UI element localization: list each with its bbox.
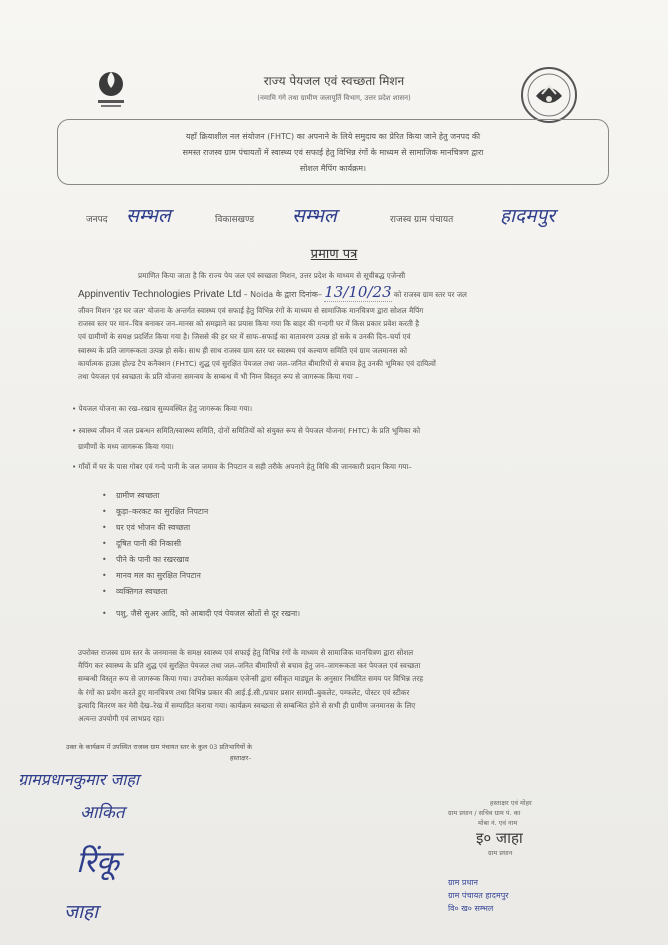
participant-name: आकित (80, 803, 125, 823)
stamp-line: वि० ख० सम्भल (448, 904, 494, 913)
para2-body (78, 646, 658, 725)
awareness-point: • पेयजल योजना का रख–रखाव सुव्यवस्थित हेतु जागरूक किया गया। (72, 404, 253, 413)
para2-line: इत्यादि वितरण कर मेरी देख–रेख में सम्पादित कराया गया। कार्यक्रम स्वच्छता से सम्बन्धित होने से सभी ही ग्रामीण जनमानस के लिए (78, 700, 416, 710)
participant-name: जाहा (64, 901, 99, 923)
awareness-point: ग्रामीणों के मध्य जागरूक किया गया। (78, 442, 174, 451)
para1-line: तथा पेयजल एवं स्वच्छता के प्रति योजना समन्वय के सम्बन्ध में भी निम्न विस्तृत रूप से जागरूक किया गया – (78, 372, 359, 382)
para1-after-date: को राजस्व ग्राम स्तर पर जल (393, 290, 467, 299)
para1-line: एवं ग्रामीणों के समक्ष प्रदर्शित किया गया है। जिससे की हर घर में साफ–सफाई का वातावरण उत्पन्न हो सके व उनकी दिन–चर्या एवं (78, 332, 411, 342)
para2-line: अत्यन्त उपयोगी एवं लाभप्रद रहा। (78, 714, 165, 724)
para1-line: राजस्व स्तर पर मान–चित्र बनाकर जन–मानस को समझाने का प्रयास किया गया कि बाहर की गन्दगी घर में किस प्रकार प्रवेश करती है (78, 319, 420, 329)
block-value: सम्भल (292, 205, 337, 227)
attendance-line: उक्त के कार्यक्रम में उपस्थित राजस्व ग्राम पंचायत स्तर के कुल 03 प्रतिभागियों के (66, 743, 253, 751)
attendance-line: हस्ताक्षर– (230, 754, 252, 762)
block-label: विकासखण्ड (215, 215, 255, 225)
program-line: यहाँ क्रियाशील नल संयोजन (FHTC) का अपनाने के लिये समुदाय का प्रेरित किया जाने हेतु जनपद की (185, 132, 481, 141)
para2-line: उपरोक्त राजस्व ग्राम स्तर के जनमानस के समक्ष स्वास्थ्य एवं सफाई हेतु विभिन्न रंगों के माध्यम से सामाजिक मानचित्रण द्वारा सोशल (78, 648, 414, 657)
signature-role: ग्राम प्रधान (488, 849, 513, 857)
program-line: समस्त राजस्व ग्राम पंचायतों में स्वास्थ्य एवं सफाई हेतु विभिन्न रंगों के माध्यम से सामाजिक मानचित्रण द्वारा (182, 148, 484, 157)
list-item: • पीने के पानी का रखरखाव (102, 555, 189, 564)
location-row (0, 202, 668, 232)
program-line: सोशल मैपिंग कार्यक्रम। (299, 164, 367, 173)
official-signature-block (448, 798, 532, 858)
para1-line: कार्यात्मक हाउस होल्ड टैप कनैक्शन (FHTC) शुद्ध एवं सुरक्षित पेयजल तथा जल–जनित बीमारियों से बचाव हेतु उनकी भूमिका एवं दायित्वों (78, 358, 436, 368)
company-line (78, 283, 658, 301)
signature-label: मोबा नं. एवं नाम (478, 819, 518, 827)
company-name: Appinventiv Technologies Private Ltd (78, 289, 242, 300)
district-label: जनपद (86, 215, 108, 225)
participant-name: रिंकू (76, 845, 120, 880)
signature-label: हस्ताक्षर एवं मोहर (490, 799, 532, 807)
para1-line1: प्रमाणित किया जाता है कि राज्य पेय जल एवं स्वच्छता मिशन, उत्तर प्रदेश के माध्यम से सूचीबद्ध एजेन्सी (138, 271, 406, 280)
mission-subtitle: (नमामि गंगे तथा ग्रामीण जलापूर्ति विभाग, उत्तर प्रदेश शासन) (257, 94, 411, 102)
list-item: • मानव मल का सुरक्षित निपटान (102, 571, 201, 580)
company-city: – Noida के द्वारा दिनांक– (243, 290, 322, 299)
list-item: • घर एवं भोजन की स्वच्छता (102, 523, 191, 532)
panchayat-value: हादमपुर (500, 205, 556, 227)
awareness-point: • गाँवों में घर के पास गोबर एवं गन्दे पानी के जल जमाव के निपटान व सही तरीके अपनाने हेतु विधि की जानकारी प्रदान किया गया– (72, 462, 412, 471)
para2-line: सम्बन्धी विस्तृत रूप से जागरूक किया गया। उपरोक्त कार्यक्रम एजेन्सी द्वारा स्वीकृत माड्यूल के अनुसार निर्धारित समय पर विभिन्न तरह (78, 674, 424, 684)
hygiene-topics-list (102, 488, 300, 622)
attendance-note (66, 742, 486, 764)
list-item: • ग्रामीण स्वच्छता (102, 491, 160, 500)
date-value: 13/10/23 (324, 283, 392, 301)
para1-line: जीवन मिशन 'हर घर जल' योजना के अन्तर्गत स्वास्थ्य एवं सफाई हेतु विभिन्न रंगों के माध्यम से सामाजिक मानचित्रण द्वारा सोशल मैपिंग (78, 306, 424, 315)
list-item: • कूड़ा–करकट का सुरक्षित निपटान (102, 507, 209, 516)
list-item: • व्यक्तिगत स्वच्छता (102, 587, 168, 596)
signature-label: ग्राम प्रधान / सचिव ग्राम पं. का (448, 809, 521, 817)
para2-line: के रंगों का प्रयोग करते हुए मानचित्रण तथा विभिन्न प्रकार की आई.ई.सी./प्रचार प्रसार सामग्री–बुकलेट, पम्फलेट, पोस्टर एवं स्टीकर (78, 687, 410, 697)
stamp-line: ग्राम प्रधान (448, 878, 478, 887)
mission-title: राज्य पेयजल एवं स्वच्छता मिशन (263, 74, 405, 88)
stamp-line: ग्राम पंचायत हादमपुर (448, 891, 509, 900)
panchayat-stamp (448, 876, 509, 915)
para2-line: मैपिंग कर स्वास्थ्य के प्रति शुद्ध एवं सुरक्षित पेयजल तथा जल–जनित बीमारियों से बचाव हेतु जन–जागरूकता कर पेयजल एवं स्वच्छता (78, 661, 421, 671)
awareness-point: • स्वास्थ्य जीवन में जल प्रबन्धन समिति/स्वास्थ्य समिति, दोनों समितियों को संयुक्त रूप से पेयजल योजना( FHTC) के प्रति भूमिका को (72, 426, 421, 435)
para1-line: स्वास्थ्य के प्रति जागरूकता उत्पन्न हो सके। साथ ही साथ राजस्व ग्राम स्तर पर स्वास्थ्य एवं कल्याण समिति एवं ग्राम जलमानस को (78, 345, 408, 355)
awareness-points (72, 401, 652, 475)
program-description-box (57, 119, 609, 185)
district-value: सम्भल (126, 205, 171, 227)
certificate-title: प्रमाण पत्र (310, 247, 358, 262)
official-signature: इ० जाहा (476, 829, 523, 847)
panchayat-label: राजस्व ग्राम पंचायत (390, 215, 454, 225)
list-item: • पशु, जैसे सुअर आदि, को आबादी एवं पेयजल स्रोतों से दूर रखना। (102, 609, 301, 618)
list-item: • दूषित पानी की निकासी (102, 539, 181, 548)
participant-name: ग्रामप्रधानकुमार जाहा (18, 770, 139, 789)
para1-body (78, 304, 658, 383)
